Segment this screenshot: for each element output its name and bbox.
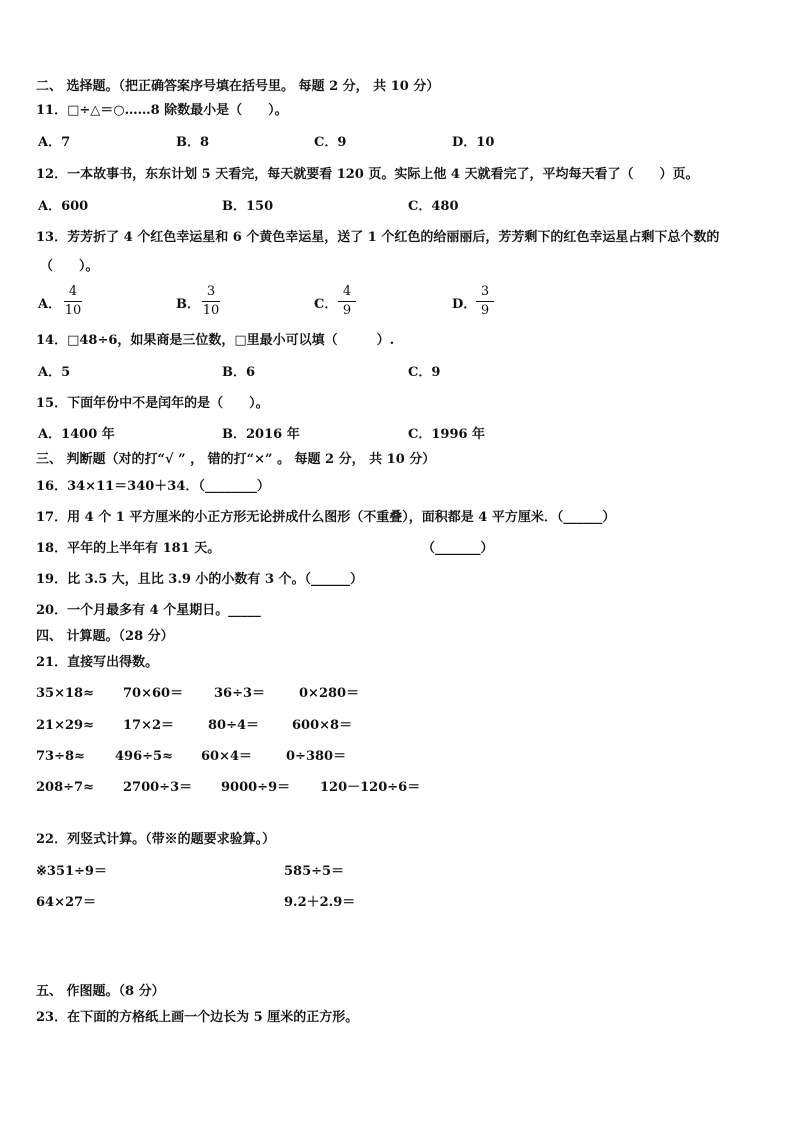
denominator: 10 — [202, 303, 220, 318]
calc-item: 70×60＝ — [123, 686, 184, 701]
q13-option-d-label: D． — [452, 297, 477, 312]
q14-option-b: B．6 — [222, 365, 256, 380]
vertical-calc-item: ※351÷9＝ — [36, 864, 107, 879]
question-13: 13．芳芳折了 4 个红色幸运星和 6 个黄色幸运星，送了 1 个红色的给丽丽后，芳芳剩下的红色幸运星占剩下总个数的 — [36, 230, 720, 245]
calc-item: 21×29≈ — [36, 718, 94, 733]
calc-item: 73÷8≈ — [36, 749, 85, 764]
vertical-calc-item: 64×27＝ — [36, 895, 97, 910]
section-heading-choice: 二、 选择题。（把正确答案序号填在括号里。 每题 2 分， 共 10 分） — [36, 79, 440, 94]
question-18-blank: （_______） — [422, 541, 494, 556]
calc-item: 600×8＝ — [292, 718, 353, 733]
q15-option-b: B．2016 年 — [222, 427, 300, 442]
calc-item: 36÷3＝ — [214, 686, 266, 701]
question-15: 15．下面年份中不是闰年的是（ ）。 — [36, 396, 269, 411]
q13-option-a-label: A． — [38, 297, 62, 312]
q13-option-a-fraction — [64, 285, 82, 318]
q11-option-a: A．7 — [38, 135, 71, 150]
denominator: 9 — [342, 303, 352, 318]
q15-option-c: C．1996 年 — [408, 427, 486, 442]
q13-option-b-fraction — [202, 285, 220, 318]
q14-option-c: C．9 — [408, 365, 441, 380]
calc-item: 17×2＝ — [123, 718, 175, 733]
q11-option-b: B．8 — [176, 135, 210, 150]
calc-item: 9000÷9＝ — [221, 780, 291, 795]
section-heading-drawing: 五、 作图题。（8 分） — [36, 984, 165, 999]
question-18: 18．平年的上半年有 181 天。 — [36, 541, 221, 556]
denominator: 9 — [480, 303, 490, 318]
section-heading-calc: 四、 计算题。（28 分） — [36, 629, 174, 644]
question-14: 14．□48÷6，如果商是三位数，□里最小可以填（ ）. — [36, 333, 395, 348]
q14-option-a: A．5 — [38, 365, 71, 380]
calc-item: 35×18≈ — [36, 686, 94, 701]
question-21: 21．直接写出得数。 — [36, 655, 159, 670]
q13-option-c-label: C． — [314, 297, 338, 312]
q12-option-a: A．600 — [38, 199, 89, 214]
q13-option-c-fraction — [338, 285, 356, 318]
question-20: 20．一个月最多有 4 个星期日。_____ — [36, 603, 261, 618]
calc-item: 0×280＝ — [299, 686, 360, 701]
q12-option-b: B．150 — [222, 199, 274, 214]
section-heading-judge: 三、 判断题（对的打“√ ” ， 错的打“×” 。 每题 2 分， 共 10 分） — [36, 452, 436, 467]
q12-option-c: C．480 — [408, 199, 459, 214]
numerator: 4 — [68, 284, 78, 299]
numerator: 3 — [480, 284, 490, 299]
question-12: 12．一本故事书，东东计划 5 天看完，每天就要看 120 页。实际上他 4 天就看完了，平均每天看了（ ）页。 — [36, 167, 699, 182]
calc-item: 80÷4＝ — [208, 718, 260, 733]
q11-option-c: C．9 — [314, 135, 347, 150]
calc-item: 2700÷3＝ — [123, 780, 193, 795]
numerator: 3 — [206, 284, 216, 299]
question-16: 16．34×11＝340＋34．（________） — [36, 479, 270, 494]
q13-option-b-label: B． — [176, 297, 200, 312]
question-22: 22．列竖式计算。（带※的题要求验算。） — [36, 832, 276, 847]
calc-item: 496÷5≈ — [115, 749, 173, 764]
question-17: 17．用 4 个 1 平方厘米的小正方形无论拼成什么图形（不重叠），面积都是 4 平方厘米．（______） — [36, 510, 616, 525]
numerator: 4 — [342, 284, 352, 299]
q11-option-d: D．10 — [452, 135, 495, 150]
calc-item: 120－120÷6＝ — [320, 780, 421, 795]
denominator: 10 — [64, 303, 82, 318]
question-13-blank: （ ）。 — [40, 259, 99, 274]
q15-option-a: A．1400 年 — [38, 427, 115, 442]
vertical-calc-item: 585÷5＝ — [284, 864, 345, 879]
calc-item: 0÷380＝ — [286, 749, 347, 764]
q13-option-d-fraction — [476, 285, 494, 318]
question-11: 11．□÷△＝○……8 除数最小是（ ）。 — [36, 103, 288, 118]
calc-item: 208÷7≈ — [36, 780, 94, 795]
question-19: 19．比 3.5 大，且比 3.9 小的小数有 3 个。（______） — [36, 572, 364, 587]
calc-item: 60×4＝ — [201, 749, 253, 764]
question-23: 23．在下面的方格纸上画一个边长为 5 厘米的正方形。 — [36, 1010, 359, 1025]
vertical-calc-item: 9.2＋2.9＝ — [284, 895, 356, 910]
